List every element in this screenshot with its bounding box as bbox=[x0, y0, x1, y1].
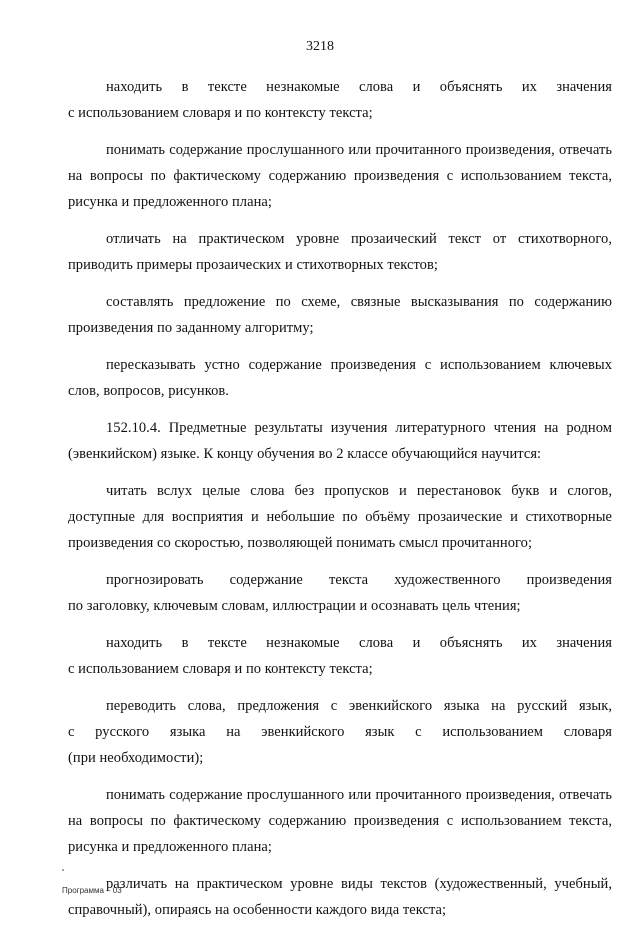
paragraph-line: находить в тексте незнакомые слова и объяснять их значения bbox=[106, 79, 612, 95]
paragraph-line: с использованием словаря и по контексту текста; bbox=[68, 105, 373, 122]
document-body bbox=[68, 74, 612, 934]
paragraph-line: находить в тексте незнакомые слова и объяснять их значения bbox=[106, 634, 612, 651]
paragraph: отличать на практическом уровне прозаический текст от стихотворного, приводить примеры прозаических и стихотворных текстов; bbox=[68, 231, 612, 274]
page-number: 3218 bbox=[306, 39, 334, 54]
paragraph-line: прогнозировать содержание текста художественного произведения bbox=[106, 571, 612, 588]
paragraph: понимать содержание прослушанного или прочитанного произведения, отвечать на вопросы по фактическому содержанию произведения с использованием текста, рисунка и предложенного плана; bbox=[68, 141, 612, 211]
paragraph: пересказывать устно содержание произведения с использованием ключевых слов, вопросов, рисунков. bbox=[68, 356, 612, 400]
section-heading-paragraph: 152.10.4. Предметные результаты изучения литературного чтения на родном (эвенкийском) языке. К концу обучения во 2 классе обучающийся научится: bbox=[68, 419, 612, 462]
paragraph bbox=[68, 630, 612, 682]
paragraph-line: по заголовку, ключевым словам, иллюстрации и осознавать цель чтения; bbox=[68, 597, 521, 614]
paragraph bbox=[68, 74, 612, 126]
paragraph bbox=[68, 693, 612, 772]
page-footer: Программа – 03 bbox=[62, 886, 122, 895]
scan-speck bbox=[62, 869, 64, 871]
paragraph-line: с русского языка на эвенкийского язык с использованием словаря bbox=[68, 723, 612, 740]
paragraph: читать вслух целые слова без пропусков и перестановок букв и слогов, доступные для восприятия и небольшие по объёму прозаические и стихотворные произведения со скоростью, позволяющей понимать смысл прочитанного; bbox=[68, 482, 612, 552]
paragraph: понимать содержание прослушанного или прочитанного произведения, отвечать на вопросы по фактическому содержанию произведения с использованием текста, рисунка и предложенного плана; bbox=[68, 786, 612, 856]
paragraph-line: (при необходимости); bbox=[68, 749, 204, 766]
paragraph-line: с использованием словаря и по контексту текста; bbox=[68, 660, 373, 677]
paragraph-line: переводить слова, предложения с эвенкийского языка на русский язык, bbox=[106, 697, 612, 714]
paragraph bbox=[68, 567, 612, 619]
paragraph: составлять предложение по схеме, связные высказывания по содержанию произведения по заданному алгоритму; bbox=[68, 293, 612, 337]
paragraph: различать на практическом уровне виды текстов (художественный, учебный, справочный), опираясь на особенности каждого вида текста; bbox=[68, 875, 612, 918]
